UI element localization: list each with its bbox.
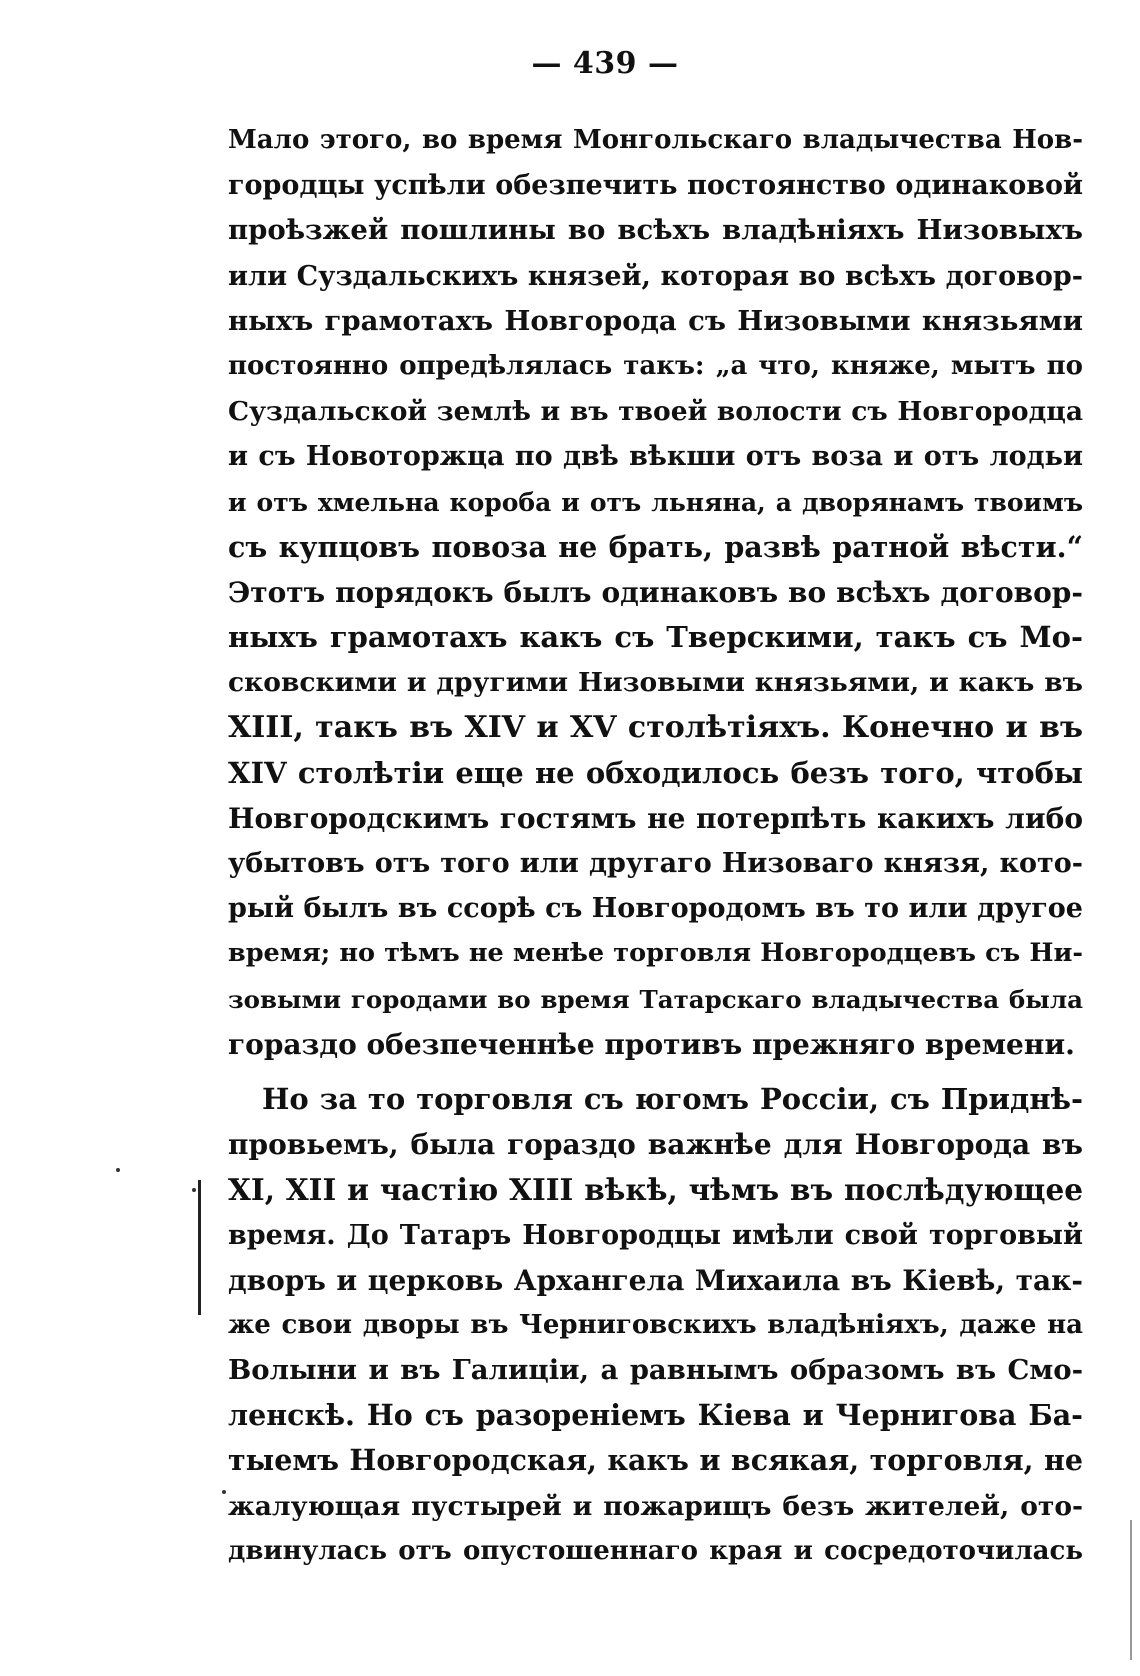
text-line: съ купцовъ повоза не брать, развѣ ратной вѣсти.“ bbox=[228, 529, 1083, 564]
scan-edge-line bbox=[1130, 1520, 1132, 1660]
text-line: жалующая пустырей и пожарищъ безъ жителей, ото- bbox=[228, 1490, 1083, 1522]
text-line: Но за то торговля съ югомъ Россіи, съ Приднѣ- bbox=[262, 1081, 1083, 1116]
text-line: постоянно опредѣлялась такъ: „а что, княже, мытъ по bbox=[228, 350, 1083, 381]
text-line: сковскими и другими Низовыми князьями, и какъ въ bbox=[228, 667, 1083, 699]
text-line: ленскѣ. Но съ разореніемъ Кіева и Чернигова Ба- bbox=[228, 1398, 1083, 1433]
text-line: Новгородскимъ гостямъ не потерпѣть какихъ либо bbox=[228, 801, 1083, 835]
text-line: рый былъ въ ссорѣ съ Новгородомъ въ то или другое bbox=[228, 893, 1083, 925]
paragraph bbox=[228, 118, 1083, 1067]
margin-pencil-mark bbox=[198, 1180, 201, 1315]
scan-speck bbox=[116, 1168, 120, 1172]
text-line: время; но тѣмъ не менѣе торговля Новгородцевъ съ Ни- bbox=[228, 938, 1083, 969]
text-line: проѣзжей пошлины во всѣхъ владѣніяхъ Низовыхъ bbox=[228, 214, 1083, 247]
text-line: ныхъ грамотахъ какъ съ Тверскими, такъ съ Мо- bbox=[228, 620, 1083, 655]
text-line: XIV столѣтіи еще не обходилось безъ того, чтобы bbox=[228, 755, 1083, 790]
text-line: время. До Татаръ Новгородцы имѣли свой торговый bbox=[228, 1219, 1083, 1251]
text-line: тыемъ Новгородская, какъ и всякая, торговля, не bbox=[228, 1443, 1083, 1478]
scan-speck bbox=[192, 1188, 196, 1192]
text-line: дворъ и церковь Архангела Михаила въ Кіевѣ, так- bbox=[228, 1263, 1083, 1297]
text-line: и отъ хмельна короба и отъ льняна, а дворянамъ твоимъ bbox=[228, 487, 1083, 517]
text-line: же свои дворы въ Черниговскихъ владѣніяхъ, даже на bbox=[228, 1309, 1083, 1340]
paragraph bbox=[228, 1077, 1083, 1574]
text-line: XIII, такъ въ XIV и XV столѣтіяхъ. Конечно и въ bbox=[228, 710, 1083, 746]
paragraph-gap bbox=[228, 1067, 1083, 1077]
body-text bbox=[228, 118, 1083, 1574]
text-line: Мало этого, во время Монгольскаго владычества Нов- bbox=[228, 125, 1083, 155]
text-line: Суздальской землѣ и въ твоей волости съ Новгородца bbox=[228, 396, 1083, 428]
text-line: или Суздальскихъ князей, которая во всѣхъ договор- bbox=[228, 260, 1083, 292]
text-line: и съ Новоторжца по двѣ вѣкши отъ воза и отъ лодьи bbox=[228, 441, 1083, 473]
text-line: убытовъ отъ того или другаго Низоваго князя, кото- bbox=[228, 848, 1083, 879]
text-line: Этотъ порядокъ былъ одинаковъ во всѣхъ договор- bbox=[228, 575, 1083, 609]
text-line: двинулась отъ опустошеннаго края и сосредоточилась bbox=[228, 1535, 1083, 1566]
text-line: Волыни и въ Галиціи, а равнымъ образомъ въ Смо- bbox=[228, 1354, 1083, 1387]
text-line: XI, XII и частію XIII вѣкѣ, чѣмъ въ послѣдующее bbox=[228, 1172, 1083, 1208]
text-line: зовыми городами во время Татарскаго владычества была bbox=[228, 984, 1083, 1014]
scan-speck bbox=[222, 1490, 226, 1494]
text-line: городцы успѣли обезпечить постоянство одинаковой bbox=[228, 170, 1083, 202]
text-line: ныхъ грамотахъ Новгорода съ Низовыми князьями bbox=[228, 304, 1083, 337]
text-line: провьемъ, была гораздо важнѣе для Новгорода въ bbox=[228, 1128, 1083, 1162]
page-number: — 439 — bbox=[531, 46, 679, 81]
text-line: гораздо обезпеченнѣе противъ прежняго времени. bbox=[228, 1027, 1075, 1061]
